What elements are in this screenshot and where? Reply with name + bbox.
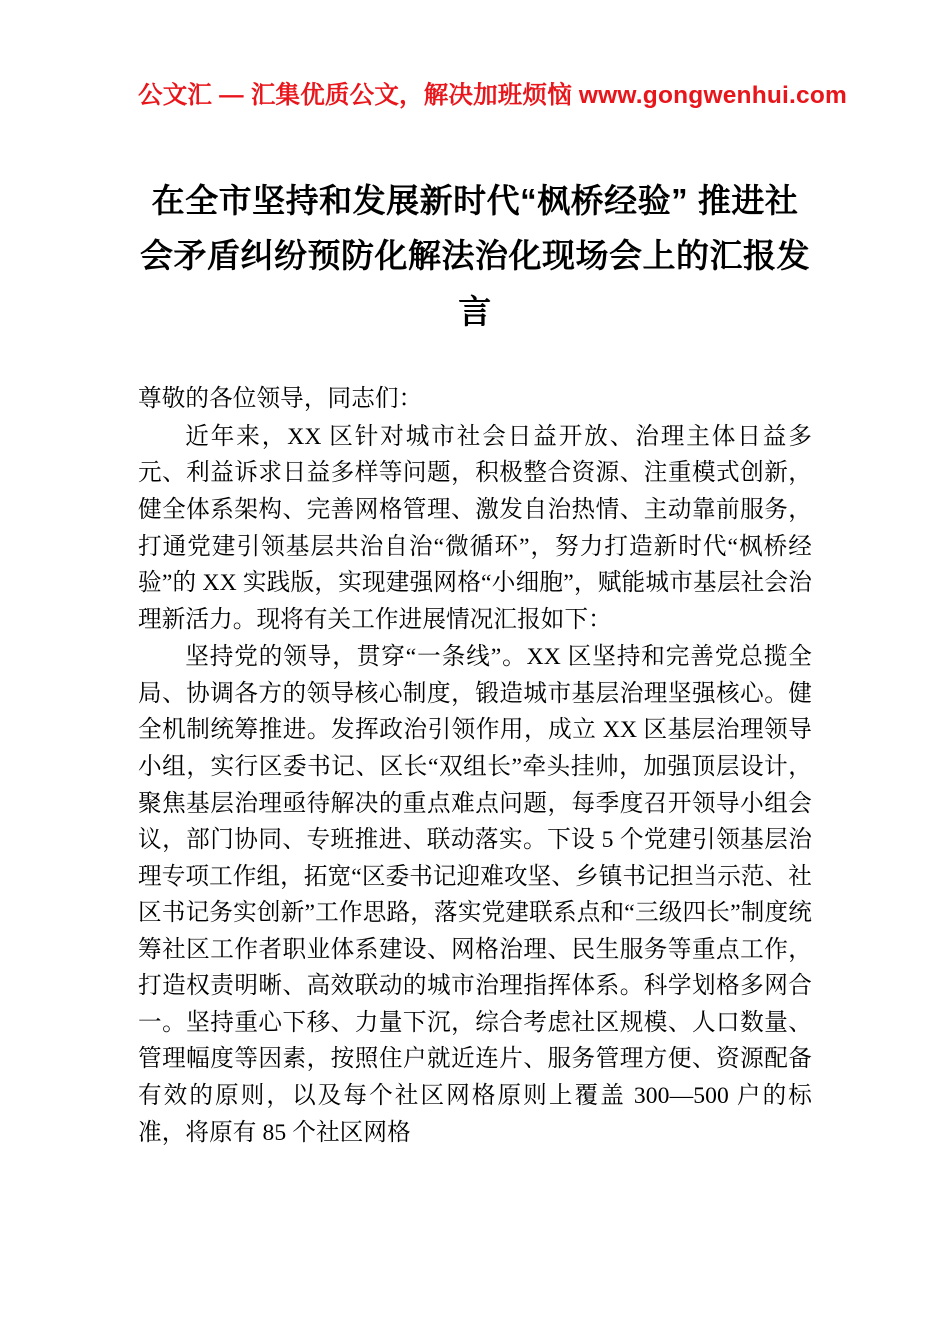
salutation: 尊敬的各位领导，同志们： <box>138 386 423 413</box>
paragraph-2: 坚持党的领导，贯穿“一条线”。XX 区坚持和完善党总揽全局、协调各方的领导核心制度，锻造城市基层治理坚强核心。健全机制统筹推进。发挥政治引领作用，成立 XX 区基层治理领导小组，实行区委书记、区长“双组长”牵头挂帅，加强顶层设计，聚焦基层治理亟待解决的重点难点问题，每季度召开领导小组会议，部门协同、专班推进、联动落实。下设 5 个党建引领基层治理专项工作组，拓宽“区委书记迎难攻坚、乡镇书记担当示范、社区书记务实创新”工作思路，落实党建联系点和“三级四长”制度统筹社区工作者职业体系建设、网格治理、民生服务等重点工作，打造权责明晰、高效联动的城市治理指挥体系。科学划格多网合一。坚持重心下移、力量下沉，综合考虑社区规模、人口数量、管理幅度等因素，按照住户就近连片、服务管理方便、资源配备有效的原则，以及每个社区网格原则上覆盖 300—500 户的标准，将原有 85 个社区网格 <box>138 644 812 1146</box>
page-title: 在全市坚持和发展新时代“枫桥经验” 推进社会矛盾纠纷预防化解法治化现场会上的汇报发言 <box>140 182 810 330</box>
document-body <box>138 339 812 1151</box>
paragraph-1: 近年来，XX 区针对城市社会日益开放、治理主体日益多元、利益诉求日益多样等问题，积极整合资源、注重模式创新，健全体系架构、完善网格管理、激发自治热情、主动靠前服务，打通党建引领基层共治自治“微循环”，努力打造新时代“枫桥经验”的 XX 实践版，实现建强网格“小细胞”，赋能城市基层社会治理新活力。现将有关工作进展情况汇报如下： <box>138 423 812 633</box>
site-watermark: 公文汇 — 汇集优质公文，解决加班烦恼 www.gongwenhui.com <box>138 82 848 109</box>
